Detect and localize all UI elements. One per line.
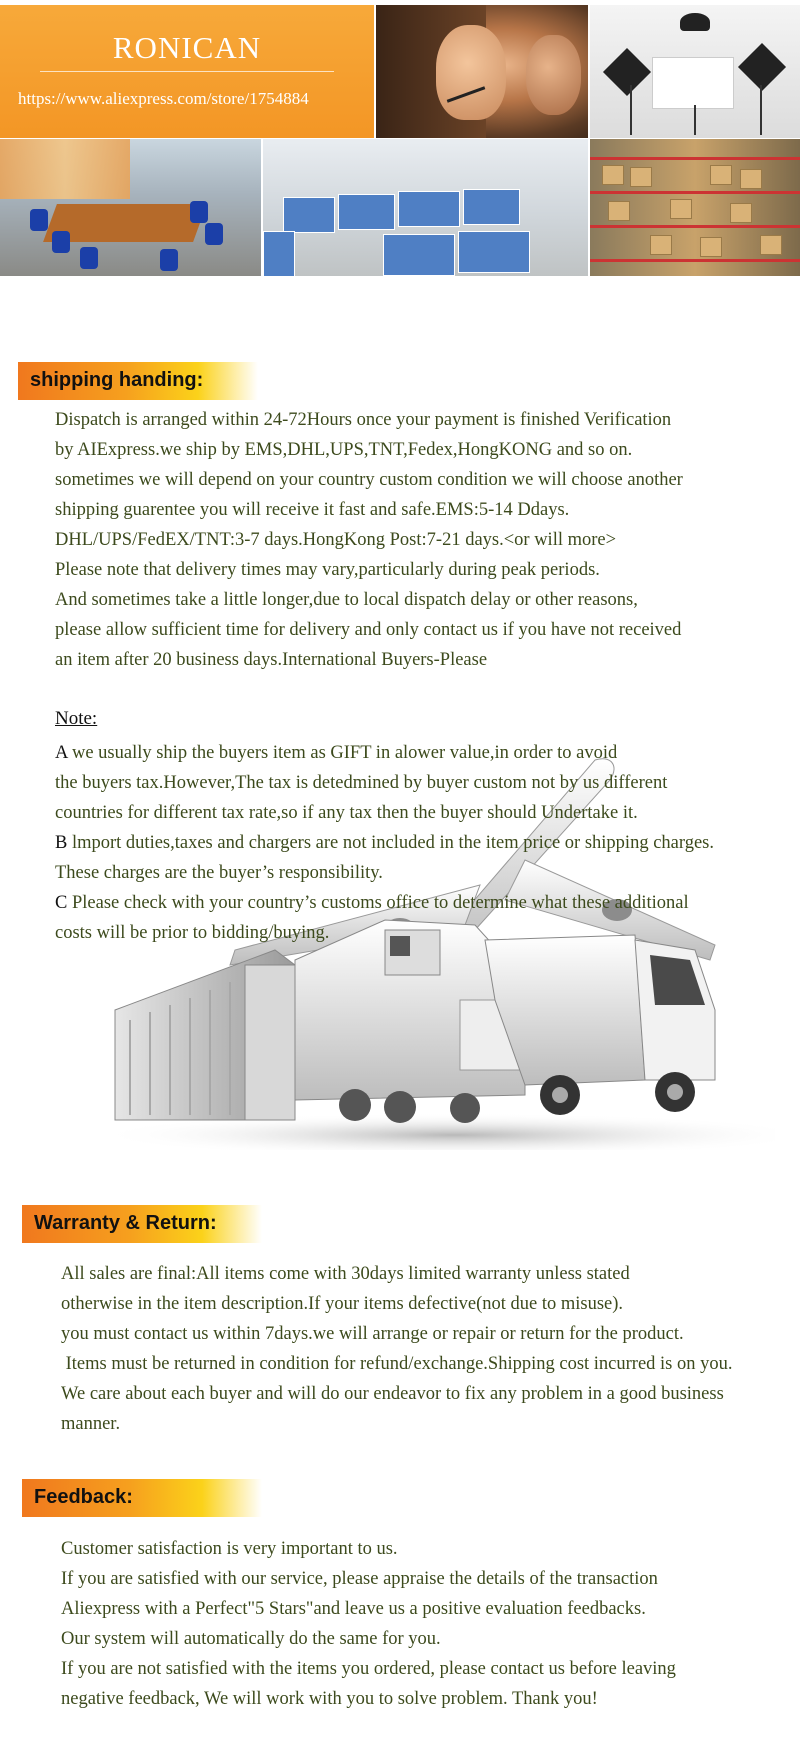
feedback-text <box>61 1534 676 1714</box>
feedback-line: Customer satisfaction is very important to us. <box>61 1539 398 1559</box>
warranty-line: otherwise in the item description.If your items defective(not due to misuse). <box>61 1294 624 1314</box>
shipping-line: And sometimes take a little longer,due to local dispatch delay or other reasons, <box>55 590 638 610</box>
note-text <box>55 738 714 948</box>
note-letter: B <box>55 833 68 853</box>
shipping-section-header <box>18 362 258 400</box>
feedback-line: If you are not satisfied with the items you ordered, please contact us before leaving <box>61 1659 676 1679</box>
shipping-section-title: shipping handing: <box>30 369 204 391</box>
note-line: A we usually ship the buyers item as GIFT in alower value,in order to avoid <box>55 743 618 763</box>
store-url[interactable]: https://www.aliexpress.com/store/1754884 <box>18 89 309 108</box>
customer-service-photo <box>376 5 588 138</box>
feedback-line: Aliexpress with a Perfect"5 Stars"and leave us a positive evaluation feedbacks. <box>61 1599 646 1619</box>
shipping-text <box>55 405 683 675</box>
note-letter: A <box>55 743 68 763</box>
note-line: the buyers tax.However,The tax is detedmined by buyer custom not by us different <box>55 773 668 793</box>
warranty-line: We care about each buyer and will do our endeavor to fix any problem in a good business <box>61 1384 724 1404</box>
warranty-line: Items must be returned in condition for refund/exchange.Shipping cost incurred is on you. <box>61 1354 733 1374</box>
feedback-section-title: Feedback: <box>34 1486 133 1508</box>
warranty-text <box>61 1259 733 1439</box>
shipping-line: Please note that delivery times may vary,particularly during peak periods. <box>55 560 600 580</box>
note-line: countries for different tax rate,so if any tax then the buyer should Undertake it. <box>55 803 638 823</box>
note-line: These charges are the buyer’s responsibility. <box>55 863 383 883</box>
warranty-line: All sales are final:All items come with 30days limited warranty unless stated <box>61 1264 630 1284</box>
feedback-section-header <box>22 1479 262 1517</box>
warranty-section-title: Warranty & Return: <box>34 1212 217 1234</box>
brand-name: RONICAN <box>112 30 262 65</box>
shipping-line: Dispatch is arranged within 24-72Hours once your payment is finished Verification <box>55 410 672 430</box>
shipping-line: DHL/UPS/FedEX/TNT:3-7 days.HongKong Post:7-21 days.<or will more> <box>55 530 617 550</box>
shipping-line: please allow sufficient time for delivery and only contact us if you have not received <box>55 620 682 640</box>
office-photo <box>263 139 588 276</box>
note-title: Note: <box>55 708 98 729</box>
feedback-line: Our system will automatically do the same for you. <box>61 1629 441 1649</box>
shipping-line: an item after 20 business days.International Buyers-Please <box>55 650 488 670</box>
note-letter: C <box>55 893 68 913</box>
warranty-line: manner. <box>61 1414 121 1434</box>
store-banner <box>0 0 800 276</box>
shipping-line: sometimes we will depend on your country custom condition we will choose another <box>55 470 683 490</box>
warranty-line: you must contact us within 7days.we will arrange or repair or return for the product. <box>61 1324 684 1344</box>
brand-box <box>0 5 374 138</box>
shipping-line: by AIExpress.we ship by EMS,DHL,UPS,TNT,Fedex,HongKONG and so on. <box>55 440 633 460</box>
photo-studio-photo <box>590 5 800 138</box>
feedback-line: If you are satisfied with our service, please appraise the details of the transaction <box>61 1569 658 1589</box>
note-line: costs will be prior to bidding/buying. <box>55 923 330 943</box>
meeting-room-photo <box>0 139 261 276</box>
warranty-section-header <box>22 1205 262 1243</box>
note-line: B lmport duties,taxes and chargers are not included in the item price or shipping charges. <box>55 833 714 853</box>
shipping-container-icon <box>115 950 295 1120</box>
warehouse-photo <box>590 139 800 276</box>
brand-divider <box>40 71 334 72</box>
shipping-line: shipping guarentee you will receive it fast and safe.EMS:5-14 Ddays. <box>55 500 570 520</box>
feedback-line: negative feedback, We will work with you to solve problem. Thank you! <box>61 1689 598 1709</box>
note-line: C Please check with your country’s customs office to determine what these additional <box>55 893 689 913</box>
